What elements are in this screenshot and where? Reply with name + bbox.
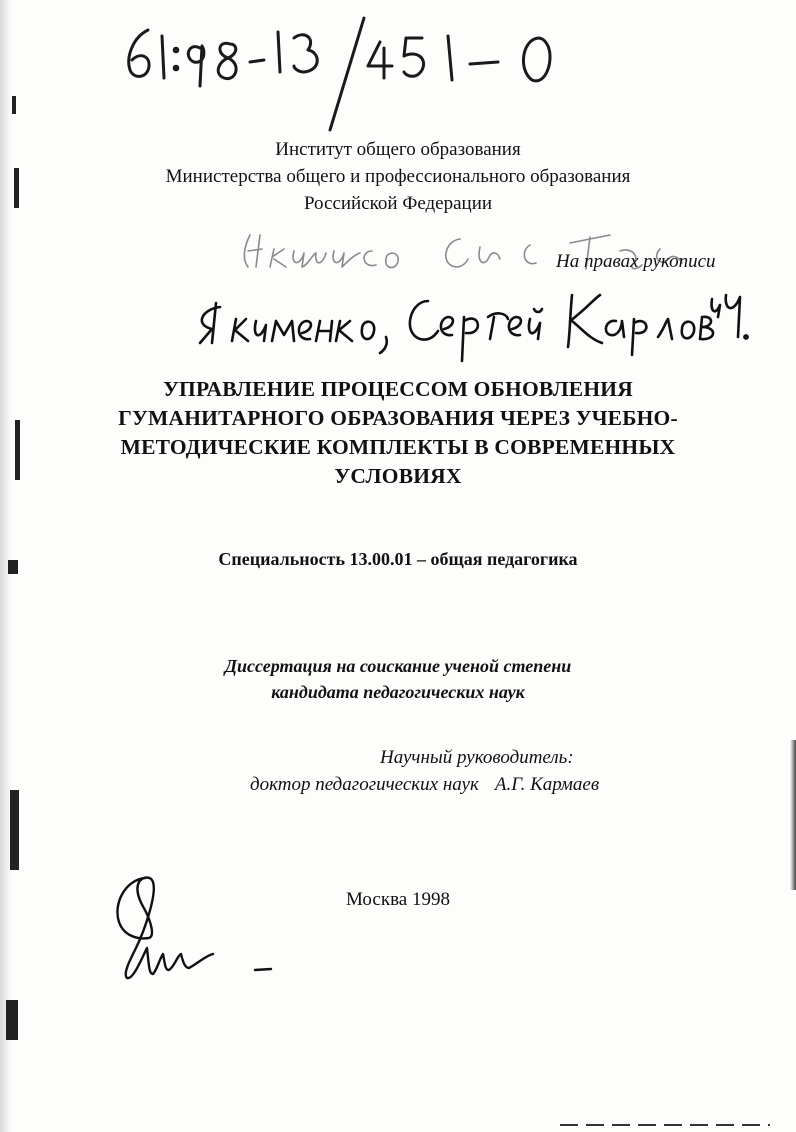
archive-code-handwritten xyxy=(118,8,578,133)
institution-header xyxy=(0,136,796,217)
supervisor-label: Научный руководитель: xyxy=(380,747,574,768)
degree-line-1: Диссертация на соискание ученой степени xyxy=(224,656,572,676)
title-line-4: УСЛОВИЯХ xyxy=(334,464,462,488)
supervisor-degree: доктор педагогических наук xyxy=(250,774,479,795)
supervisor-name: А.Г. Кармаев xyxy=(494,774,600,795)
dissertation-title xyxy=(0,375,796,491)
author-signature xyxy=(105,870,295,990)
place-and-year: Москва 1998 xyxy=(346,889,450,910)
institution-line-1: Институт общего образования xyxy=(275,139,521,160)
degree-line-2: кандидата педагогических наук xyxy=(271,682,525,702)
scan-edge-right xyxy=(790,740,796,890)
manuscript-rights-note: На правах рукописи xyxy=(556,251,716,272)
scan-mark xyxy=(6,1000,18,1040)
scan-mark xyxy=(10,790,19,870)
title-line-3: МЕТОДИЧЕСКИЕ КОМПЛЕКТЫ В СОВРЕМЕННЫХ xyxy=(120,435,676,459)
scan-mark xyxy=(12,96,16,114)
scan-bottom-line xyxy=(560,1124,770,1126)
title-line-2: ГУМАНИТАРНОГО ОБРАЗОВАНИЯ ЧЕРЕЗ УЧЕБНО- xyxy=(118,406,678,430)
author-name-handwritten xyxy=(190,225,750,365)
supervisor-line xyxy=(250,774,599,796)
degree-statement xyxy=(0,653,796,705)
institution-line-2: Министерства общего и профессионального образования xyxy=(165,166,631,187)
specialty-line: Специальность 13.00.01 – общая педагогика xyxy=(218,549,578,569)
title-line-1: УПРАВЛЕНИЕ ПРОЦЕССОМ ОБНОВЛЕНИЯ xyxy=(163,377,633,401)
institution-line-3: Российской Федерации xyxy=(303,193,493,214)
